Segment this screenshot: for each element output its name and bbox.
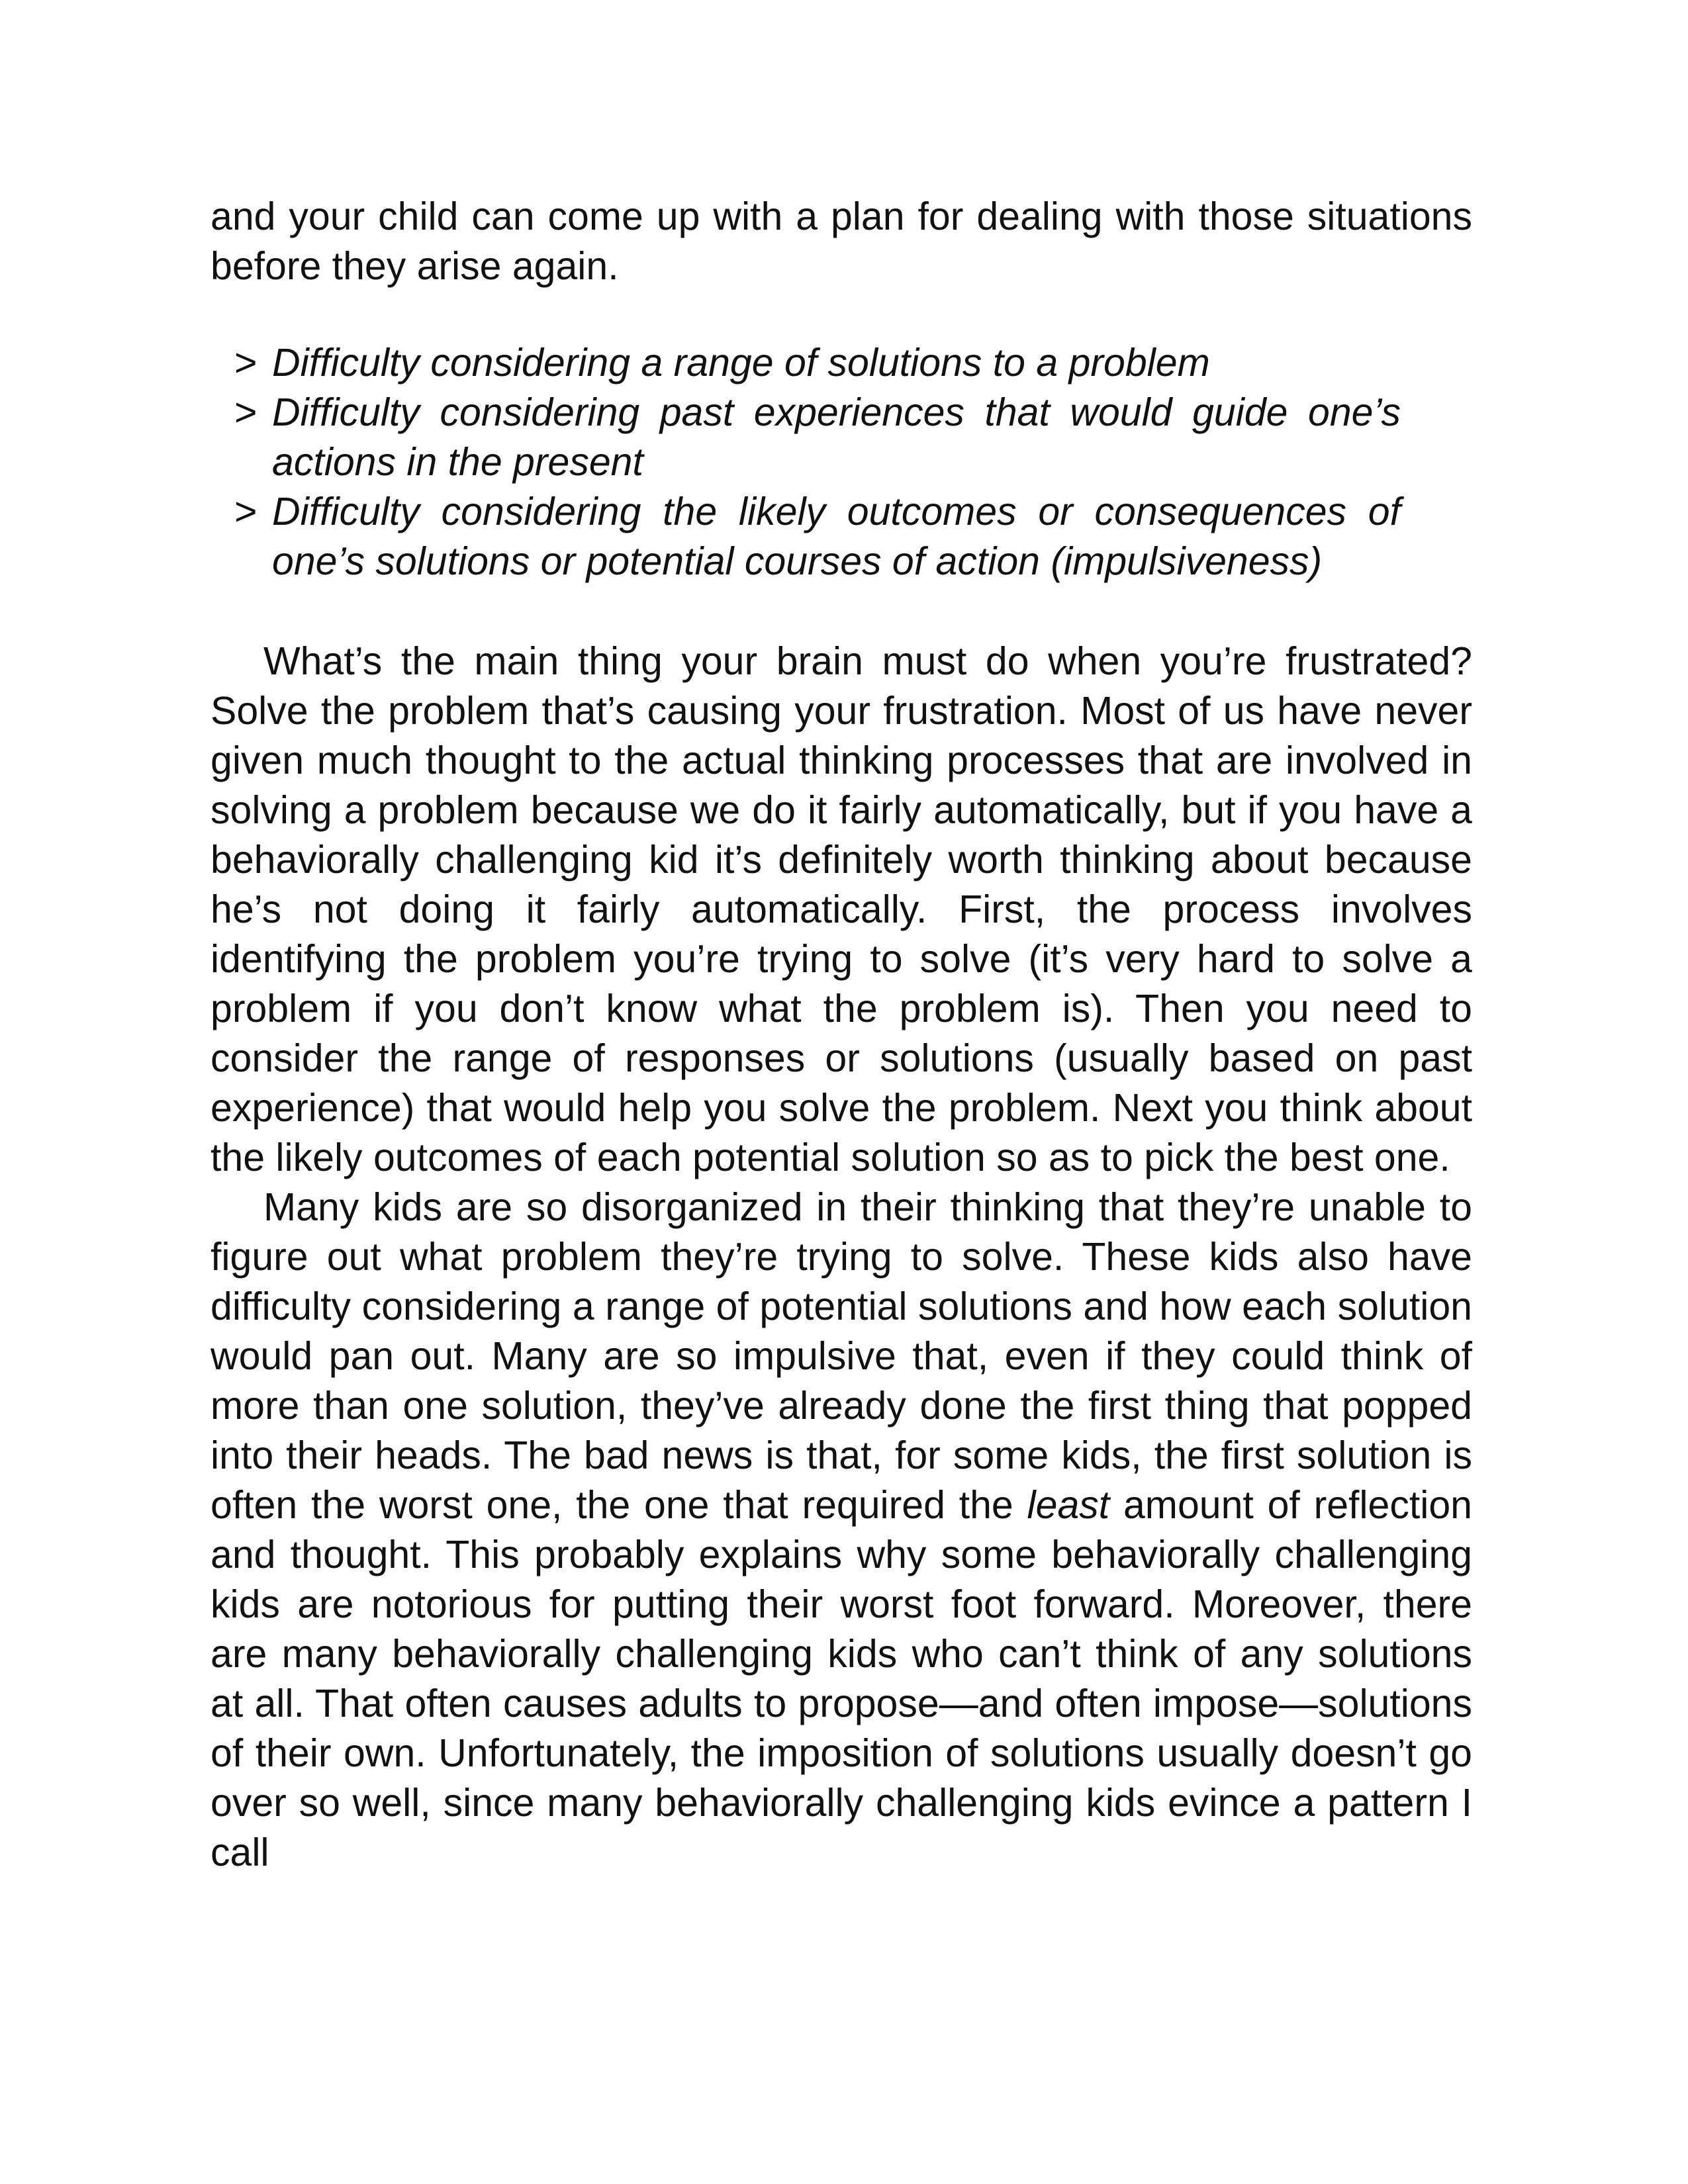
bullet-marker: > — [234, 490, 258, 533]
paragraph-problem-solving: What’s the main thing your brain must do when you’re frustrated? Solve the problem that’s causing your frustration. Most of us have never given much thought to the actual thinking processes that are involved in solving a problem because we do it fairly automatically, but if you have a behaviorally challenging kid it’s definitely worth thinking about because he’s not doing it fairly automatically. First, the process involves identifying the problem you’re trying to solve (it’s very hard to solve a problem if you don’t know what the problem is). Then you need to consider the range of responses or solutions (usually based on past experience) that would help you solve the problem. Next you think about the likely outcomes of each potential solution so as to pick the best one. — [211, 639, 1472, 1179]
list-item — [211, 487, 1472, 586]
document-page — [211, 192, 1472, 1878]
list-item — [211, 338, 1472, 388]
list-item — [211, 388, 1472, 487]
bullet-marker: > — [234, 390, 258, 434]
list-item-text: Difficulty considering past experiences that would guide one’s actions in the present — [272, 390, 1401, 484]
paragraph-text: Many kids are so disorganized in their thinking that they’re unable to figure out what problem they’re trying to solve. These kids also have difficulty considering a range of potential solutions and how each solution would pan out. Many are so impulsive that, even if they could think of more than one solution, they’ve already done the first thing that popped into their heads. The bad news is that, for some kids, the first solution is often the worst one, the one that required the — [211, 1185, 1472, 1527]
paragraph-disorganized-kids — [211, 1183, 1472, 1878]
list-item-text: Difficulty considering a range of solutions to a problem — [272, 341, 1210, 385]
list-item-text: Difficulty considering the likely outcomes or consequences of one’s solutions or potential courses of action (impulsiveness) — [272, 490, 1401, 583]
bullet-marker: > — [234, 341, 258, 385]
paragraph-text: amount of reflection and thought. This probably explains why some behaviorally challenging kids are notorious for putting their worst foot forward. Moreover, there are many behaviorally challenging kids who can’t think of any solutions at all. That often causes adults to propose—and often impose—solutions of their own. Unfortunately, the imposition of solutions usually doesn’t go over so well, since many behaviorally challenging kids evince a pattern I call — [211, 1483, 1472, 1874]
difficulty-list — [211, 338, 1472, 586]
paragraph-continuation: and your child can come up with a plan for dealing with those situations before they arise again. — [211, 195, 1472, 288]
emphasis-text: least — [1027, 1483, 1110, 1527]
